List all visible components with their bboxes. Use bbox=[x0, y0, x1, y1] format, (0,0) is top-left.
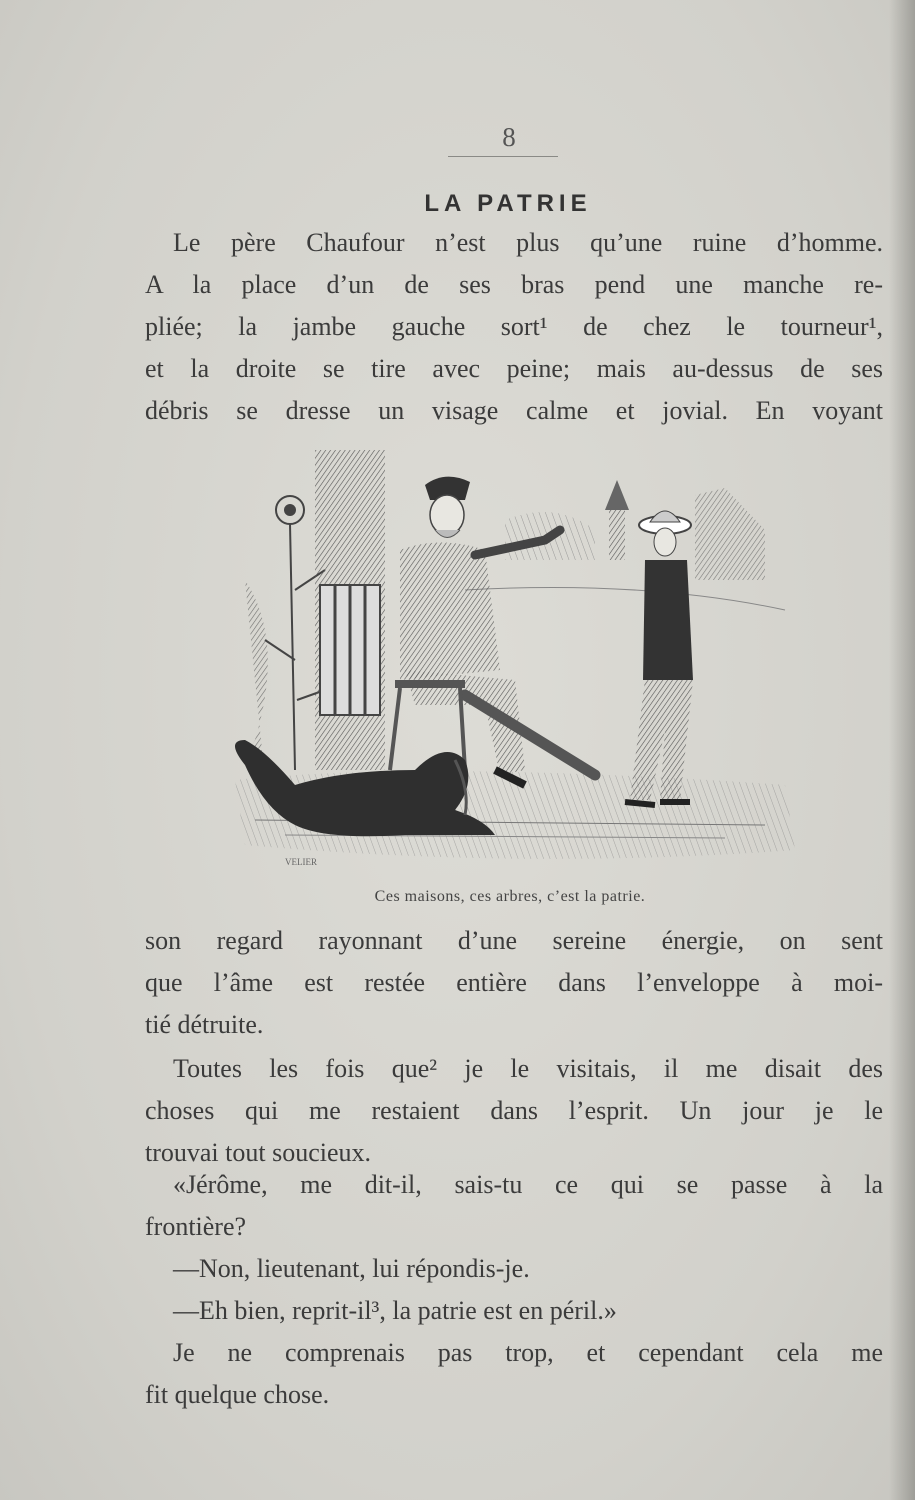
text-line: A la place d’un de ses bras pend une manche re- bbox=[145, 270, 883, 299]
paragraph-4 bbox=[145, 1248, 883, 1290]
page-number: 8 bbox=[502, 122, 516, 152]
text-line: —Non, lieutenant, lui répondis-je. bbox=[173, 1254, 530, 1283]
text-line: choses qui me restaient dans l’esprit. Un jour je le bbox=[145, 1096, 883, 1125]
text-line: et la droite se tire avec peine; mais au-dessus de ses bbox=[145, 354, 883, 383]
paragraph-5 bbox=[145, 1290, 883, 1332]
text-line: pliée; la jambe gauche sort¹ de chez le tourneur¹, bbox=[145, 312, 883, 341]
text-line: que l’âme est restée entière dans l’enveloppe à moi- bbox=[145, 968, 883, 997]
text-line: trouvai tout soucieux. bbox=[145, 1138, 372, 1167]
text-line: Je ne comprenais pas trop, et cependant cela me bbox=[173, 1338, 883, 1367]
paragraph-1 bbox=[145, 222, 883, 432]
doorway bbox=[315, 450, 385, 770]
text-line: Le père Chaufour n’est plus qu’une ruine d’homme. bbox=[173, 228, 883, 257]
engraver-signature: VELIER bbox=[285, 857, 317, 867]
text-line: son regard rayonnant d’une sereine énergie, on sent bbox=[145, 926, 883, 955]
text-line: débris se dresse un visage calme et jovial. En voyant bbox=[145, 396, 883, 425]
sunflower-plants bbox=[245, 496, 325, 780]
paragraph-1-continuation bbox=[145, 920, 883, 1046]
paragraph-2 bbox=[145, 1048, 883, 1174]
text-line: fit quelque chose. bbox=[145, 1380, 330, 1409]
paragraph-3 bbox=[145, 1164, 883, 1248]
paragraph-6 bbox=[145, 1332, 883, 1416]
engraving-illustration bbox=[225, 440, 805, 870]
boy-figure bbox=[625, 511, 693, 805]
text-line: Toutes les fois que² je le visitais, il me disait des bbox=[173, 1054, 883, 1083]
text-line: frontière? bbox=[145, 1212, 247, 1241]
text-line: —Eh bien, reprit-il³, la patrie est en péril.» bbox=[173, 1296, 617, 1325]
text-line: «Jérôme, me dit-il, sais-tu ce qui se passe à la bbox=[173, 1170, 883, 1199]
figure-caption: Ces maisons, ces arbres, c’est la patrie. bbox=[374, 888, 646, 905]
page-spine-shadow bbox=[889, 0, 915, 1500]
text-line: tié détruite. bbox=[145, 1010, 264, 1039]
page-number-rule bbox=[448, 156, 558, 157]
chapter-title: LA PATRIE bbox=[424, 190, 592, 217]
